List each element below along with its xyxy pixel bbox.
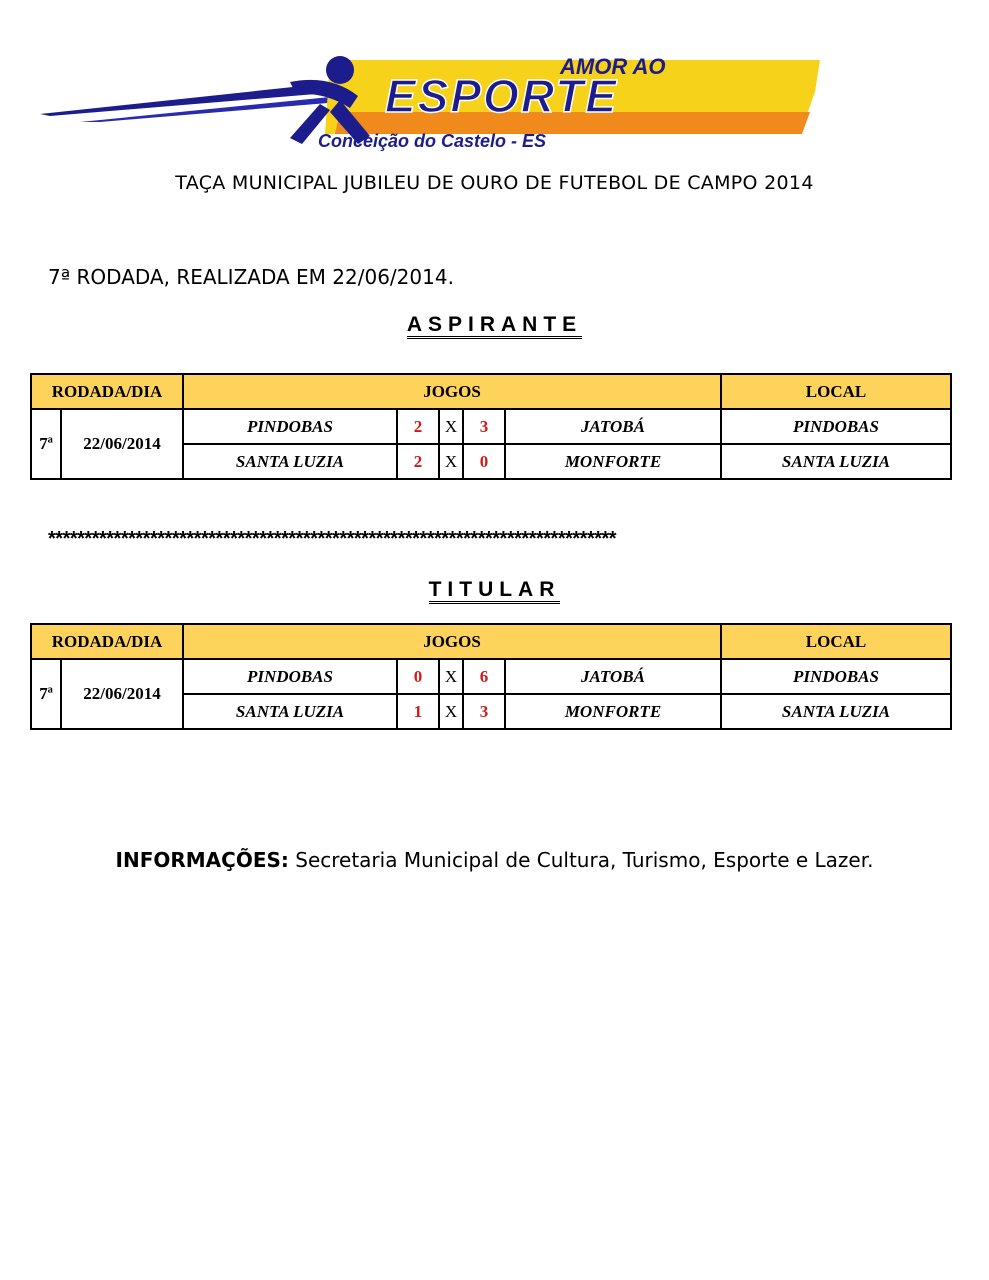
aspirante-heading xyxy=(0,313,989,337)
titular-heading xyxy=(0,578,989,602)
info-text: Secretaria Municipal de Cultura, Turismo, Esporte e Lazer. xyxy=(288,848,874,872)
titular-table xyxy=(30,623,952,730)
header-local: LOCAL xyxy=(721,374,951,409)
titular-title: TITULAR xyxy=(429,578,561,604)
local: SANTA LUZIA xyxy=(721,694,951,729)
logo-location: Conceição do Castelo - ES xyxy=(318,131,547,151)
aspirante-title: ASPIRANTE xyxy=(407,313,582,339)
away-team: JATOBÁ xyxy=(505,409,721,444)
home-score: 1 xyxy=(397,694,439,729)
table-header-row xyxy=(31,624,951,659)
round-number: 7ª xyxy=(31,659,61,729)
home-score: 0 xyxy=(397,659,439,694)
home-team: SANTA LUZIA xyxy=(183,444,397,479)
versus: X xyxy=(439,659,463,694)
logo-esporte: ESPORTE xyxy=(385,70,618,122)
local: SANTA LUZIA xyxy=(721,444,951,479)
round-info: 7ª RODADA, REALIZADA EM 22/06/2014. xyxy=(48,265,454,289)
table-row xyxy=(31,409,951,444)
away-score: 0 xyxy=(463,444,505,479)
table-row xyxy=(31,659,951,694)
logo-amor-ao: AMOR AO xyxy=(560,54,666,79)
round-number: 7ª xyxy=(31,409,61,479)
versus: X xyxy=(439,694,463,729)
versus: X xyxy=(439,444,463,479)
header-local: LOCAL xyxy=(721,624,951,659)
round-date: 22/06/2014 xyxy=(61,409,183,479)
separator-line: ****************************************************************************** xyxy=(48,528,617,550)
info-label: INFORMAÇÕES: xyxy=(115,848,289,872)
info-line xyxy=(0,848,989,872)
page-title: TAÇA MUNICIPAL JUBILEU DE OURO DE FUTEBOL DE CAMPO 2014 xyxy=(175,172,814,194)
away-score: 3 xyxy=(463,409,505,444)
home-score: 2 xyxy=(397,409,439,444)
local: PINDOBAS xyxy=(721,659,951,694)
local: PINDOBAS xyxy=(721,409,951,444)
away-score: 6 xyxy=(463,659,505,694)
header-rodada-dia: RODADA/DIA xyxy=(31,374,183,409)
versus: X xyxy=(439,409,463,444)
aspirante-table xyxy=(30,373,952,480)
table-header-row xyxy=(31,374,951,409)
home-score: 2 xyxy=(397,444,439,479)
amor-ao-esporte-logo xyxy=(40,52,830,152)
home-team: SANTA LUZIA xyxy=(183,694,397,729)
away-team: MONFORTE xyxy=(505,694,721,729)
header-jogos: JOGOS xyxy=(183,374,721,409)
away-team: JATOBÁ xyxy=(505,659,721,694)
header-rodada-dia: RODADA/DIA xyxy=(31,624,183,659)
away-score: 3 xyxy=(463,694,505,729)
header-jogos: JOGOS xyxy=(183,624,721,659)
home-team: PINDOBAS xyxy=(183,409,397,444)
away-team: MONFORTE xyxy=(505,444,721,479)
round-date: 22/06/2014 xyxy=(61,659,183,729)
home-team: PINDOBAS xyxy=(183,659,397,694)
